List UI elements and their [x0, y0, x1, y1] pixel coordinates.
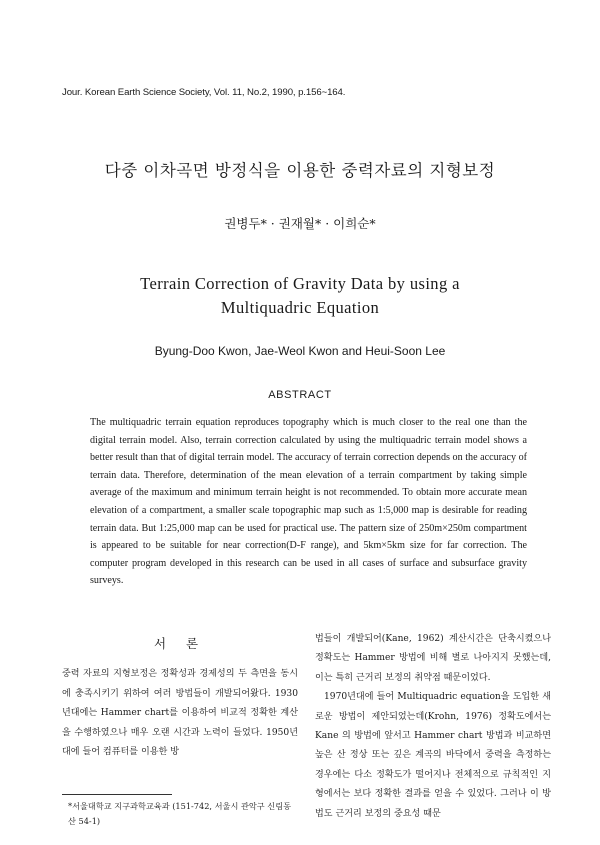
footnote-divider — [62, 794, 172, 795]
abstract-heading: ABSTRACT — [268, 389, 332, 401]
korean-authors: 권병두* · 권재월* · 이희순* — [224, 216, 376, 231]
english-title-line-2: Multiquadric Equation — [220, 298, 380, 317]
author-affiliation-footnote: *서울대학교 지구과학교육과 (151-742, 서울시 관악구 신림동 산 54-1) — [68, 801, 292, 826]
introduction-heading: 서 론 — [153, 636, 207, 651]
korean-title: 다중 이차곡면 방정식을 이용한 중력자료의 지형보정 — [104, 161, 496, 180]
english-title — [0, 272, 600, 320]
english-authors: Byung-Doo Kwon, Jae-Weol Kwon and Heui-Soon Lee — [154, 344, 446, 358]
introduction-left-column: 중력 자료의 지형보정은 정확성과 경제성의 두 측면을 동시에 충족시키기 위하여 여러 방법들이 개발되어왔다. 1930년대에는 Hammer chart를 이용하여 비교적 정확한 계산을 수행하였으나 매우 오랜 시간과 노력이 들었다. 1950년대에 들어 컴퓨터를 이용한 방 — [62, 669, 298, 757]
introduction-right-column — [315, 630, 551, 824]
journal-citation: Jour. Korean Earth Science Society, Vol. 11, No.2, 1990, p.156~164. — [62, 87, 346, 98]
introduction-paragraph-2: 1970년대에 들어 Multiquadric equation을 도입한 새로운 방법이 제안되었는데(Krohn, 1976) 정확도에서는 Kane 의 방법에 앞서고 Hammer chart 방법과 비교하면 높은 산 정상 또는 깊은 계곡의 바닥에서 중력을 측정하는 경우에는 다소 정확도가 떨어지나 전체적으로 규칙적인 지형에서는 보다 정확한 결과를 얻을 수 있었다. 그러나 이 방법도 근거리 보정의 중요성 때문 — [315, 692, 551, 819]
english-title-line-1: Terrain Correction of Gravity Data by using a — [140, 274, 460, 293]
abstract-body: The multiquadric terrain equation reproduces topography which is much closer to the real one than the digital terrain model. Also, terrain correction calculated by using the multiquadric terrain model shows a better result than that of digital terrain model. The accuracy of terrain correction depends on the accuracy of terrain data. Therefore, determination of the mean elevation of a terrain compartment by taking simple average of the maximum and minimum terrain height is not recommended. To obtain more accurate mean elevation of a compartment, a smaller scale topographic map such as 1:5,000 map is desirable for reading terrain data. But 1:25,000 map can be used for practical use. The pattern size of 250m×250m compartment is appeared to be suitable for near correction(D-F range), and 5km×5km size for far correction. The computer program developed in this research can be used in all cases of surface and subsurface gravity surveys. — [90, 417, 527, 587]
introduction-paragraph-1: 법들이 개발되어(Kane, 1962) 계산시간은 단축시켰으나 정확도는 Hammer 방법에 비해 별로 나아지지 못했는데, 이는 특히 근거리 보정의 취약점 때문이었다. — [315, 634, 551, 683]
